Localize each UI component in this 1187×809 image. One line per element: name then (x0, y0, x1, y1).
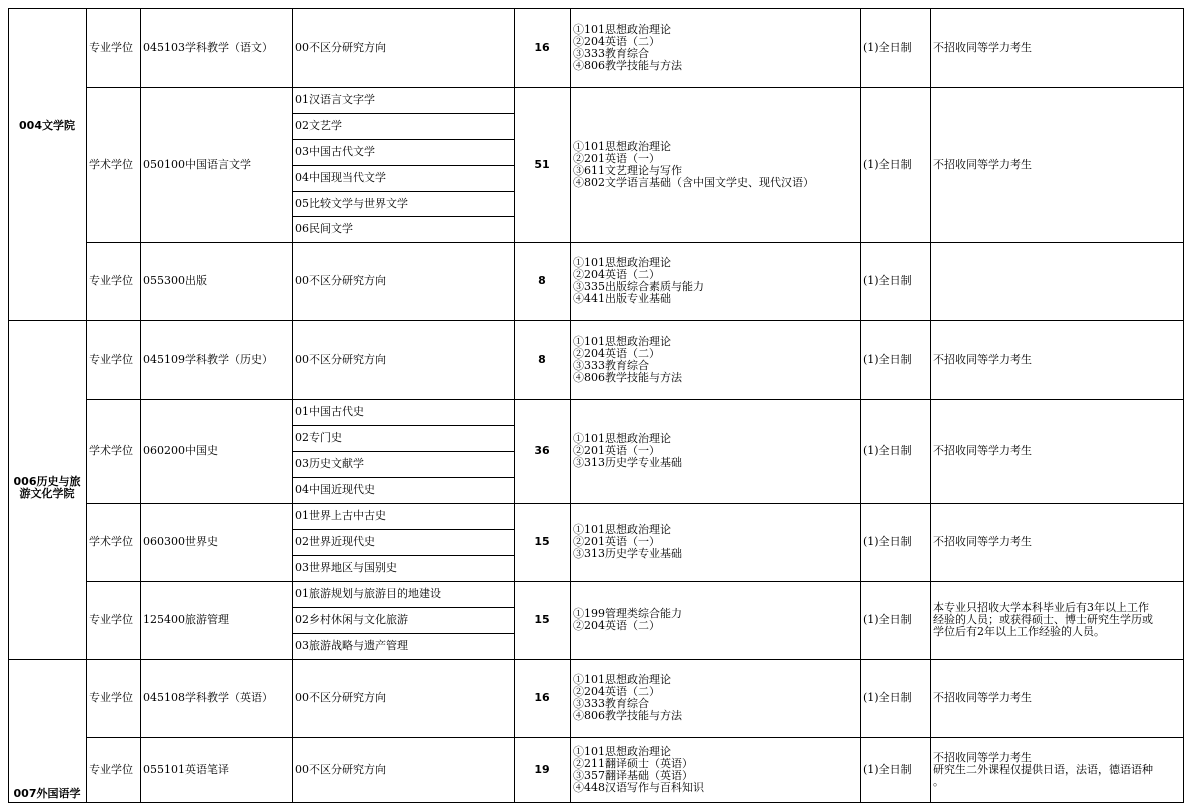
table-border (86, 503, 1184, 504)
study-mode-cell (860, 320, 930, 399)
table-border (292, 242, 514, 243)
research-direction-cell (292, 87, 514, 113)
cell-text: 02世界近现代史 (295, 535, 375, 548)
cell-text: 05比较文学与世界文学 (295, 196, 408, 210)
major-cell (140, 8, 292, 87)
research-direction-cell (292, 581, 514, 607)
table-border (292, 113, 514, 114)
college-cell (8, 8, 86, 320)
note-cell (930, 399, 1183, 503)
study-mode-cell (860, 503, 930, 581)
quota-cell (514, 737, 570, 802)
major-cell (140, 242, 292, 320)
cell-text: 8 (538, 274, 546, 287)
cell-text: (1)全日制 (863, 762, 912, 776)
table-border (292, 633, 514, 634)
cell-text: 专业学位 (89, 762, 133, 776)
cell-text: 06民间文学 (295, 222, 353, 235)
research-direction-cell (292, 737, 514, 802)
cell-text: 02乡村休闲与文化旅游 (295, 613, 408, 626)
quota-cell (514, 320, 570, 399)
cell-text: (1)全日制 (863, 444, 912, 457)
cell-text: (1)全日制 (863, 613, 912, 626)
table-border (86, 242, 1184, 243)
table-border (292, 87, 514, 88)
cell-text: (1)全日制 (863, 40, 912, 54)
cell-text: ①101思想政治理论 ②201英语（一） ③313历史学专业基础 (573, 432, 682, 469)
cell-text: 00不区分研究方向 (295, 691, 386, 704)
degree-type-cell (86, 242, 140, 320)
cell-text: 060300世界史 (143, 535, 218, 548)
research-direction-cell (292, 607, 514, 633)
research-direction-cell (292, 242, 514, 320)
cell-text: 8 (538, 352, 546, 366)
cell-text: (1)全日制 (863, 691, 912, 704)
cell-text: 36 (534, 444, 550, 457)
quota-cell (514, 8, 570, 87)
cell-text: (1)全日制 (863, 535, 912, 548)
college-name: 004文学院 (19, 119, 75, 132)
table-border (86, 581, 1184, 582)
table-border (292, 607, 514, 608)
table-border (292, 581, 514, 582)
table-border (292, 477, 514, 478)
table-border (292, 216, 514, 217)
degree-type-cell (86, 503, 140, 581)
cell-text: ①101思想政治理论 ②201英语（一） ③313历史学专业基础 (573, 523, 682, 560)
table-border (292, 555, 514, 556)
cell-text: ①101思想政治理论 ②204英语（二） ③335出版综合素质与能力 ④441出版专业基础 (573, 256, 704, 305)
research-direction-cell (292, 216, 514, 242)
college-name: 006历史与旅 游文化学院 (13, 475, 81, 500)
table-border (930, 8, 931, 803)
cell-text: 专业学位 (89, 40, 133, 54)
exam-subjects-cell (570, 503, 860, 581)
degree-type-cell (86, 8, 140, 87)
cell-text: 专业学位 (89, 352, 133, 366)
table-border (8, 320, 86, 321)
cell-text: 03世界地区与国别史 (295, 561, 397, 574)
cell-text: 055101英语笔译 (143, 762, 229, 776)
major-cell (140, 503, 292, 581)
note-cell (930, 737, 1183, 802)
quota-cell (514, 399, 570, 503)
cell-text: 045103学科教学（语文） (143, 40, 273, 54)
cell-text: ①101思想政治理论 ②204英语（二） ③333教育综合 ④806教学技能与方法 (573, 334, 682, 384)
quota-cell (514, 659, 570, 737)
major-cell (140, 737, 292, 802)
cell-text: ①101思想政治理论 ②201英语（一） ③611文艺理论与写作 ④802文学语言基础（含中国文学史、现代汉语） (573, 139, 814, 189)
table-border (8, 8, 86, 9)
cell-text: 01中国古代史 (295, 405, 364, 418)
research-direction-cell (292, 399, 514, 425)
note-cell (930, 87, 1183, 242)
cell-text: ①101思想政治理论 ②211翻译硕士（英语） ③357翻译基础（英语） ④448汉语写作与百科知识 (573, 744, 704, 794)
study-mode-cell (860, 399, 930, 503)
table-border (1183, 8, 1184, 803)
major-cell (140, 659, 292, 737)
study-mode-cell (860, 8, 930, 87)
research-direction-cell (292, 633, 514, 659)
cell-text: 学术学位 (89, 535, 133, 548)
cell-text: 125400旅游管理 (143, 613, 229, 626)
major-cell (140, 87, 292, 242)
research-direction-cell (292, 503, 514, 529)
exam-subjects-cell (570, 737, 860, 802)
research-direction-cell (292, 529, 514, 555)
cell-text: 060200中国史 (143, 444, 218, 457)
study-mode-cell (860, 87, 930, 242)
table-border (860, 8, 861, 803)
cell-text: ①101思想政治理论 ②204英语（二） ③333教育综合 ④806教学技能与方法 (573, 673, 682, 722)
study-mode-cell (860, 242, 930, 320)
study-mode-cell (860, 581, 930, 659)
cell-text: 本专业只招收大学本科毕业后有3年以上工作 经验的人员；或获得硕士、博士研究生学历或 学位后有2年以上工作经验的人员。 (933, 601, 1153, 638)
table-border (86, 8, 1184, 9)
note-cell (930, 581, 1183, 659)
research-direction-cell (292, 113, 514, 139)
cell-text: ①101思想政治理论 ②204英语（二） ③333教育综合 ④806教学技能与方法 (573, 22, 682, 72)
cell-text: 00不区分研究方向 (295, 762, 386, 776)
note-cell (930, 8, 1183, 87)
degree-type-cell (86, 87, 140, 242)
note-cell (930, 242, 1183, 320)
cell-text: 16 (534, 40, 550, 54)
degree-type-cell (86, 399, 140, 503)
research-direction-cell (292, 451, 514, 477)
quota-cell (514, 581, 570, 659)
cell-text: 不招收同等学力考生 (933, 157, 1032, 171)
table-border (292, 8, 293, 803)
study-mode-cell (860, 659, 930, 737)
research-direction-cell (292, 191, 514, 216)
research-direction-cell (292, 165, 514, 191)
degree-type-cell (86, 320, 140, 399)
cell-text: 01世界上古中古史 (295, 509, 386, 522)
table-border (514, 8, 515, 803)
table-border (292, 139, 514, 140)
cell-text: 15 (534, 613, 550, 626)
table-border (8, 8, 9, 803)
table-border (86, 320, 1184, 321)
quota-cell (514, 503, 570, 581)
cell-text: 不招收同等学力考生 (933, 691, 1032, 704)
cell-text: 00不区分研究方向 (295, 274, 386, 287)
table-border (570, 8, 571, 803)
cell-text: 专业学位 (89, 691, 133, 704)
cell-text: 045108学科教学（英语） (143, 691, 273, 704)
cell-text: 00不区分研究方向 (295, 40, 386, 54)
cell-text: 学术学位 (89, 157, 133, 171)
cell-text: 00不区分研究方向 (295, 352, 386, 366)
research-direction-cell (292, 555, 514, 581)
cell-text: 045109学科教学（历史） (143, 352, 273, 366)
cell-text: 03历史文献学 (295, 457, 364, 470)
cell-text: 专业学位 (89, 274, 133, 287)
cell-text: 04中国近现代史 (295, 483, 375, 496)
research-direction-cell (292, 425, 514, 451)
table-border (292, 451, 514, 452)
note-cell (930, 659, 1183, 737)
quota-cell (514, 87, 570, 242)
cell-text: 不招收同等学力考生 (933, 535, 1032, 548)
college-cell (8, 320, 86, 659)
cell-text: 不招收同等学力考生 (933, 444, 1032, 457)
table-border (292, 503, 514, 504)
exam-subjects-cell (570, 659, 860, 737)
cell-text: 15 (534, 535, 550, 548)
exam-subjects-cell (570, 8, 860, 87)
cell-text: 050100中国语言文学 (143, 157, 251, 171)
table-border (8, 659, 86, 660)
cell-text: 03中国古代文学 (295, 145, 375, 158)
cell-text: 03旅游战略与遗产管理 (295, 639, 408, 652)
cell-text: 02文艺学 (295, 119, 342, 132)
table-border (292, 529, 514, 530)
cell-text: ①199管理类综合能力 ②204英语（二） (573, 607, 682, 632)
major-cell (140, 399, 292, 503)
study-mode-cell (860, 737, 930, 802)
table-border (292, 165, 514, 166)
cell-text: 专业学位 (89, 613, 133, 626)
major-cell (140, 581, 292, 659)
research-direction-cell (292, 8, 514, 87)
cell-text: (1)全日制 (863, 157, 912, 171)
exam-subjects-cell (570, 242, 860, 320)
table-border (86, 87, 1184, 88)
table-border (8, 802, 86, 803)
cell-text: (1)全日制 (863, 352, 912, 366)
cell-text: 01汉语言文字学 (295, 93, 375, 106)
research-direction-cell (292, 659, 514, 737)
exam-subjects-cell (570, 399, 860, 503)
table-border (86, 802, 1184, 803)
table-border (292, 659, 514, 660)
table-border (292, 191, 514, 192)
cell-text: 不招收同等学力考生 (933, 40, 1032, 54)
research-direction-cell (292, 477, 514, 503)
cell-text: 02专门史 (295, 431, 342, 444)
cell-text: (1)全日制 (863, 274, 912, 287)
cell-text: 不招收同等学力考生 (933, 352, 1032, 366)
degree-type-cell (86, 737, 140, 802)
cell-text: 055300出版 (143, 274, 207, 287)
table-border (86, 8, 87, 803)
table-border (292, 425, 514, 426)
cell-text: 学术学位 (89, 444, 133, 457)
cell-text: 01旅游规划与旅游目的地建设 (295, 587, 441, 600)
cell-text: 16 (534, 691, 550, 704)
quota-cell (514, 242, 570, 320)
exam-subjects-cell (570, 320, 860, 399)
cell-text: 19 (534, 762, 550, 776)
major-cell (140, 320, 292, 399)
exam-subjects-cell (570, 581, 860, 659)
table-border (86, 737, 1184, 738)
degree-type-cell (86, 659, 140, 737)
table-border (292, 399, 514, 400)
college-cell (8, 659, 86, 802)
table-border (140, 8, 141, 803)
note-cell (930, 503, 1183, 581)
cell-text: 不招收同等学力考生 研究生二外课程仅提供日语，法语，德语语种 。 (933, 750, 1153, 788)
cell-text: 04中国现当代文学 (295, 171, 386, 184)
exam-subjects-cell (570, 87, 860, 242)
degree-type-cell (86, 581, 140, 659)
college-name: 007外国语学 (13, 787, 81, 800)
note-cell (930, 320, 1183, 399)
table-border (86, 399, 1184, 400)
research-direction-cell (292, 139, 514, 165)
cell-text: 51 (534, 157, 550, 171)
table-border (86, 659, 1184, 660)
research-direction-cell (292, 320, 514, 399)
